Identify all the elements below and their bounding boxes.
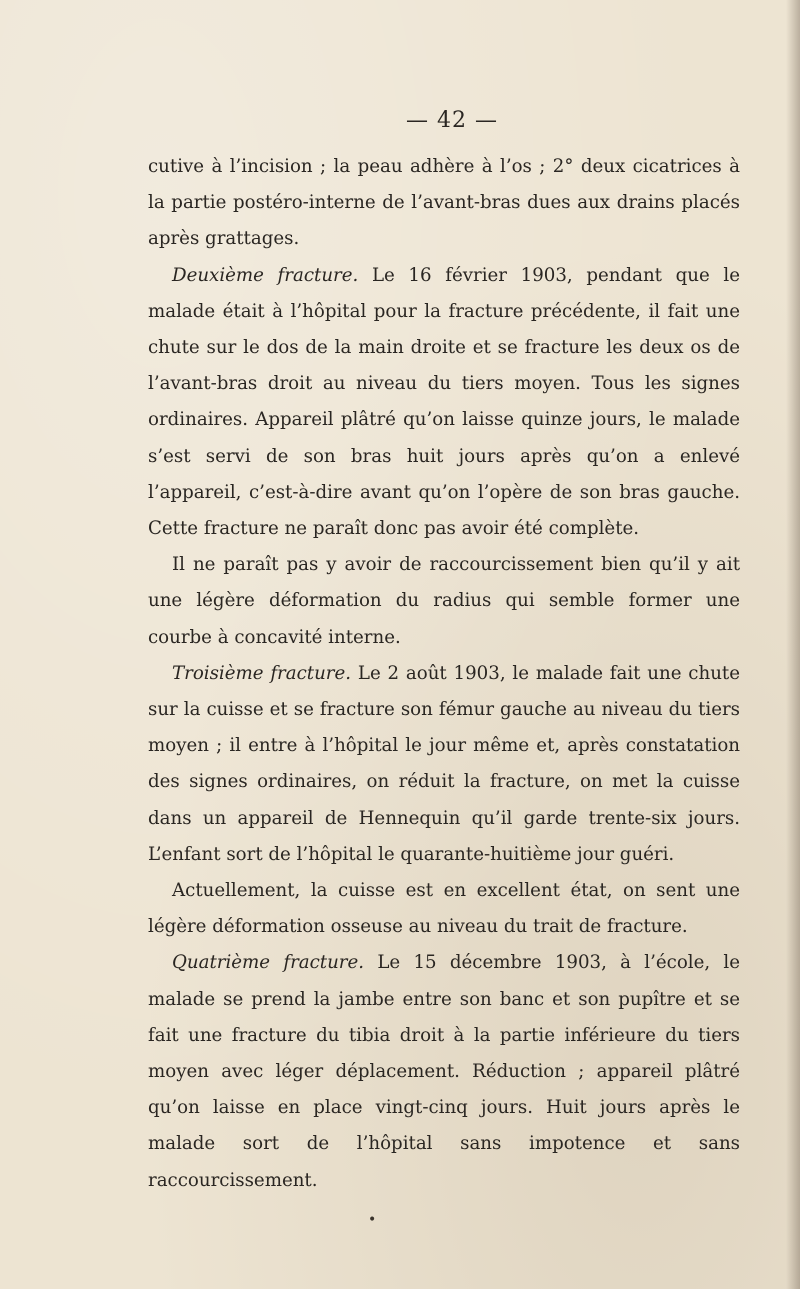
paragraph-text: cutive à l’incision ; la peau adhère à l’os ; 2° deux cicatrices à la partie postéro-interne de l’avant-bras dues aux drains placés après grattages. — [148, 156, 740, 250]
paragraph-text: Le 15 décembre 1903, à l’école, le malade se prend la jambe entre son banc et son pupître et se fait une fracture du tibia droit à la partie inférieure du tiers moyen avec léger déplacement. Réduction ; appareil plâtré qu’on laisse en place vingt-cinq jours. Huit jours après le malade sort de l’hôpital sans impotence et sans raccourcissement. — [148, 952, 740, 1191]
paragraph-text: Le 16 février 1903, pendant que le malade était à l’hôpital pour la fracture précédente, il fait une chute sur le dos de la main droite et se fracture les deux os de l’avant-bras droit au niveau du tiers moyen. Tous les signes ordinaires. Appareil plâtré qu’on laisse quinze jours, le malade s’est servi de son bras huit jours après qu’on a enlevé l’appareil, c’est-à-dire avant qu’on l’opère de son bras gauche. Cette fracture ne paraît donc pas avoir été complète. — [148, 264, 740, 540]
paragraph-label: Deuxième fracture. — [172, 264, 359, 286]
paragraph-second-fracture — [148, 258, 740, 548]
ink-speck: • — [368, 1212, 377, 1228]
page-body — [148, 108, 740, 1199]
paragraph-label: Quatrième fracture. — [172, 952, 365, 974]
page-edge-shadow — [786, 0, 800, 1289]
paragraph-label: Troisième fracture. — [172, 662, 352, 684]
paragraph-no-shortening — [148, 547, 740, 656]
paragraph-continuation — [148, 149, 740, 258]
paragraph-text: Actuellement, la cuisse est en excellent état, on sent une légère déformation osseuse au niveau du trait de fracture. — [148, 880, 740, 938]
paragraph-third-fracture — [148, 656, 740, 873]
paragraph-text: Le 2 août 1903, le malade fait une chute sur la cuisse et se fracture son fémur gauche au niveau du tiers moyen ; il entre à l’hôpital le jour même et, après constatation des signes ordinaires, on réduit la fracture, on met la cuisse dans un appareil de Hennequin qu’il garde trente-six jours. L’enfant sort de l’hôpital le quarante-huitième jour guéri. — [148, 662, 740, 865]
page-number: — 42 — — [406, 108, 498, 133]
paragraph-currently — [148, 873, 740, 945]
paragraph-fourth-fracture — [148, 945, 740, 1198]
paragraph-text: Il ne paraît pas y avoir de raccourcissement bien qu’il y ait une légère déformation du radius qui semble former une courbe à concavité interne. — [148, 554, 740, 648]
